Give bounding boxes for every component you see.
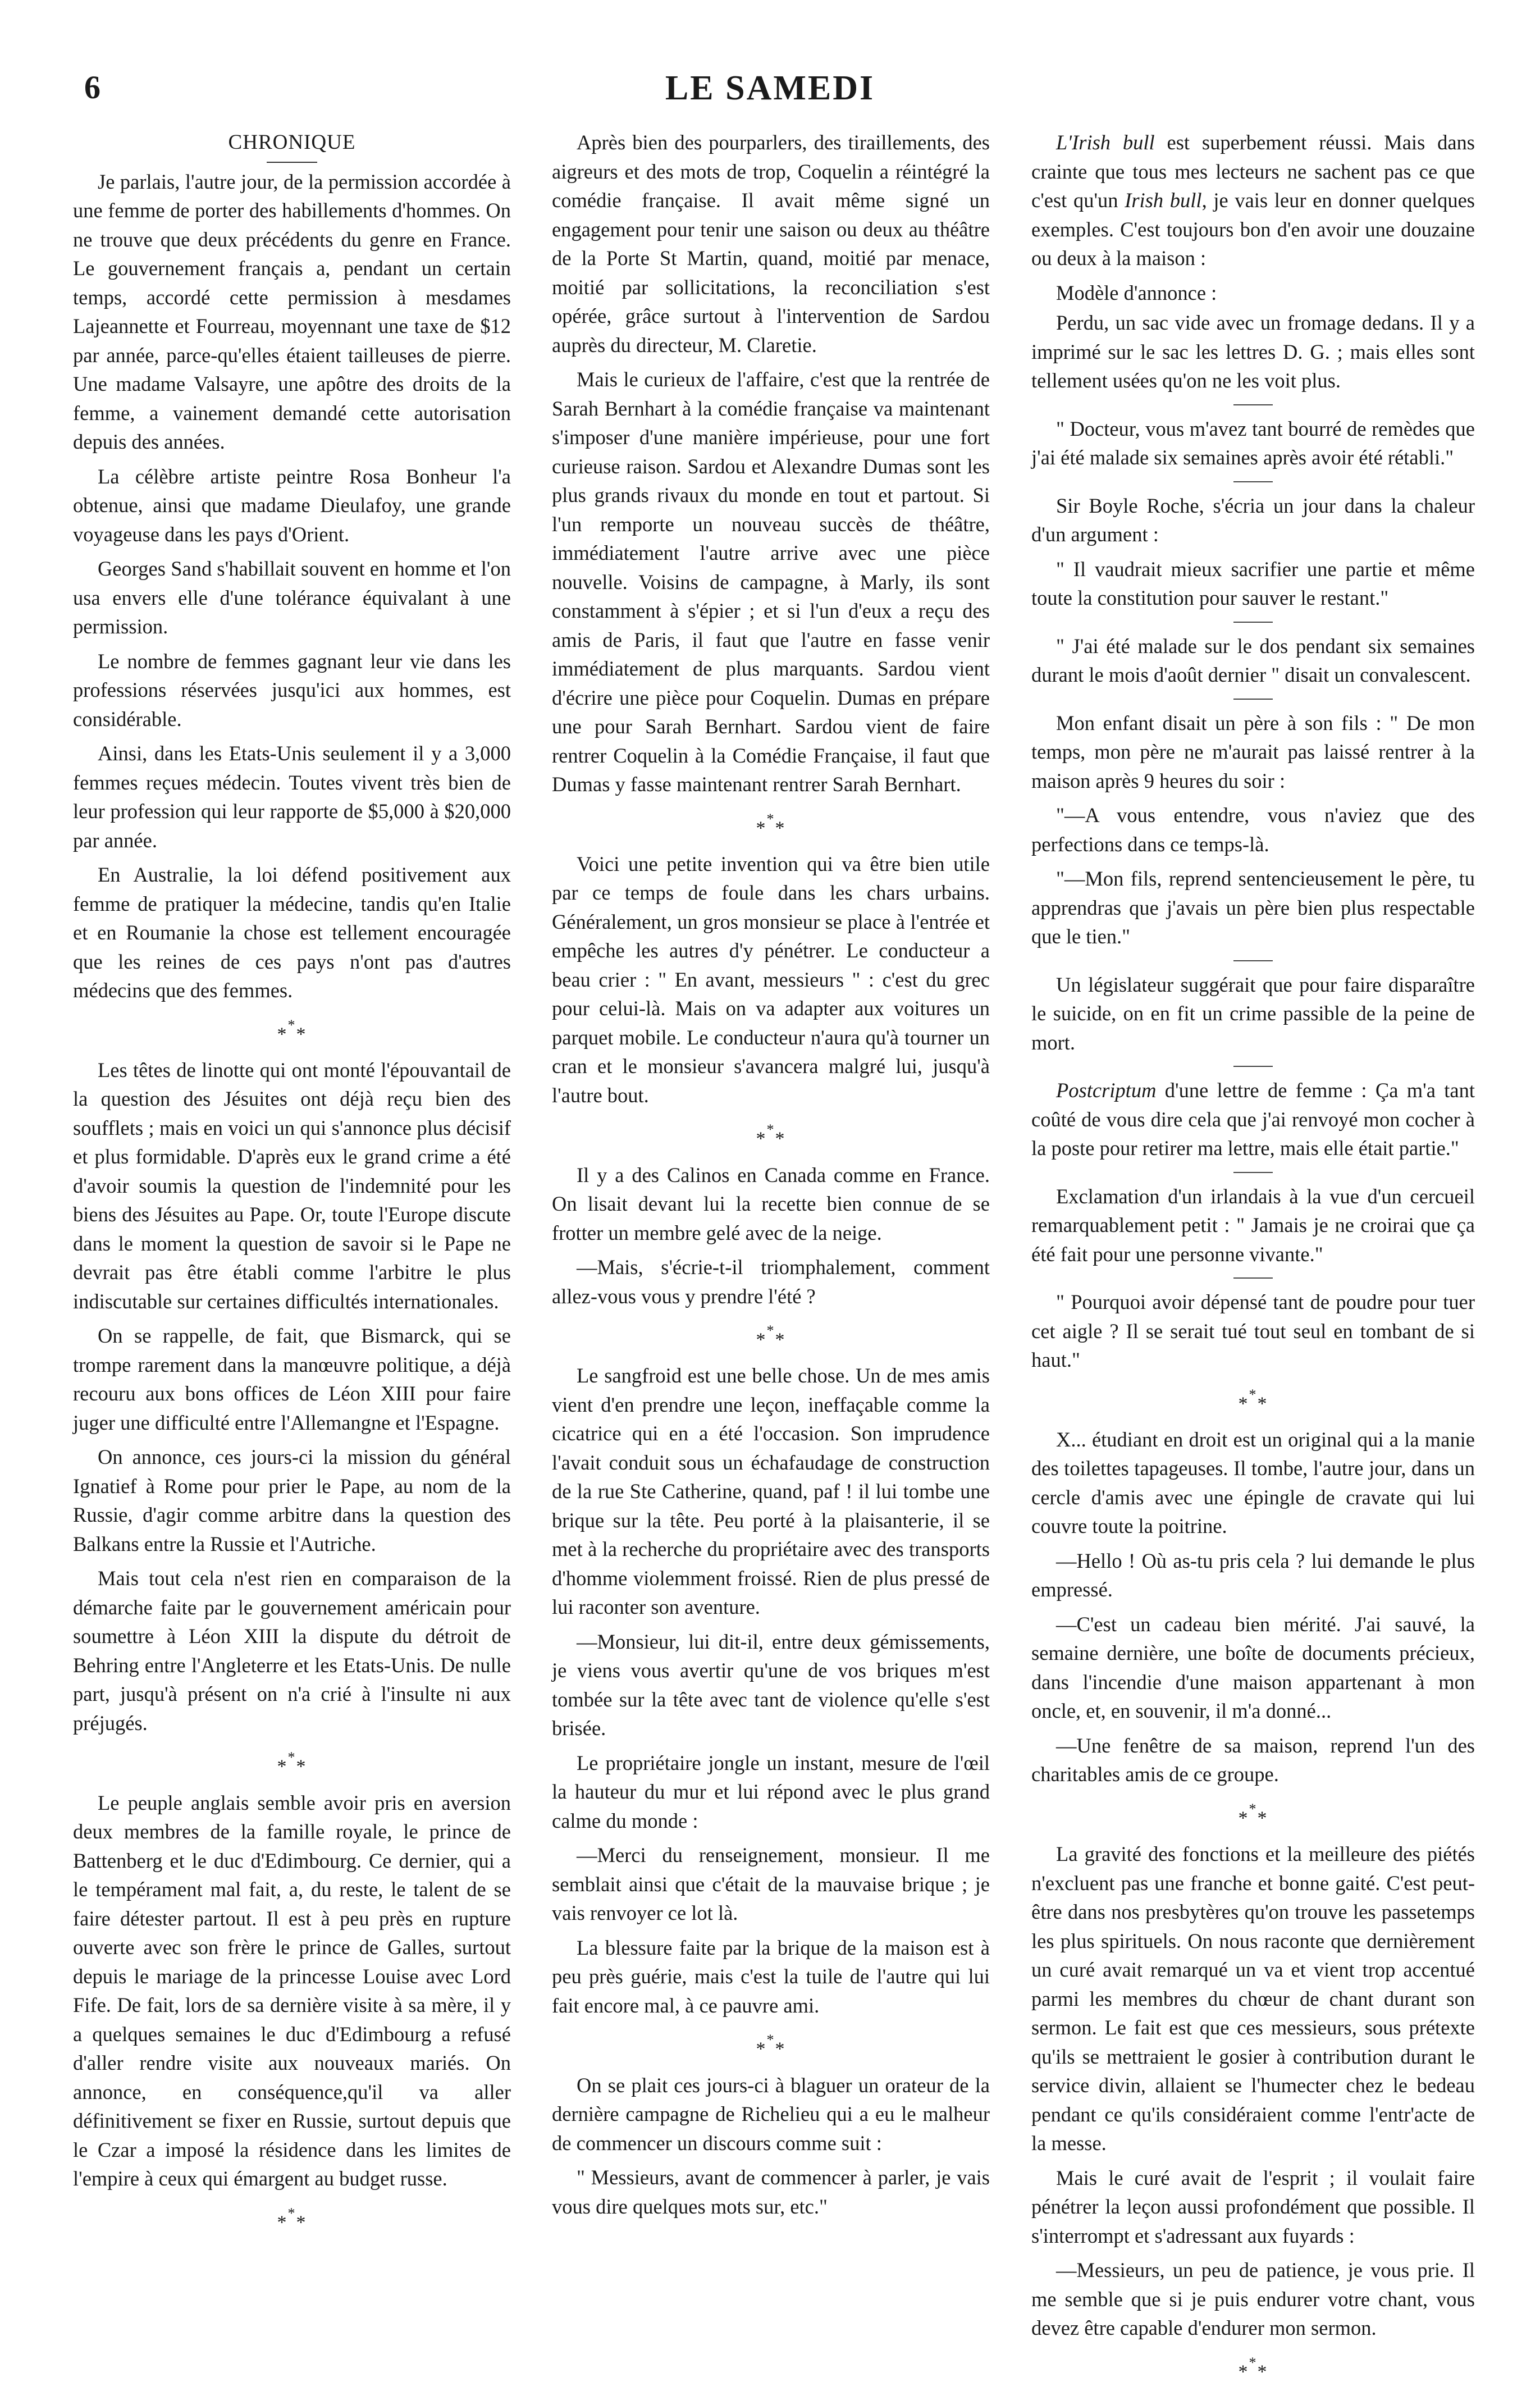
- paragraph: Georges Sand s'habillait souvent en homme et l'on usa envers elle d'une tolérance équivalant à une permission.: [73, 557, 511, 638]
- paragraph: " Docteur, vous m'avez tant bourré de remèdes que j'ai été malade six semaines après avoir été rétabli.": [1031, 417, 1475, 469]
- paragraph: Je parlais, l'autre jour, de la permission accordée à une femme de porter des habillements d'hommes. On ne trouve que deux précédents du genre en France. Le gouvernement français a, pendant un certain temps, accordé cette permission à mesdames Lajeannette et Fourreau, moyennant une taxe de $12 par année, parce-qu'elles étaient tailleuses de pierre. Une madame Valsayre, une apôtre des droits de la femme, a vainement demandé cette autorisation depuis des années.: [73, 170, 511, 453]
- paragraph: " J'ai été malade sur le dos pendant six semaines durant le mois d'août dernier " disait un convalescent.: [1031, 634, 1475, 686]
- asterism-separator: ***: [756, 1322, 786, 1350]
- dash-separator: [1233, 404, 1273, 405]
- dash-separator: [1233, 622, 1273, 623]
- paragraph: —Une fenêtre de sa maison, reprend l'un des charitables amis de ce groupe.: [1031, 1733, 1475, 1786]
- paragraph: —Monsieur, lui dit-il, entre deux gémissements, je viens vous avertir qu'une de vos briques m'est tombée sur la tête avec tant de violence qu'elle s'est brisée.: [552, 1630, 990, 1740]
- paragraph: Mais tout cela n'est rien en comparaison de la démarche faite par le gouvernement américain pour soumettre à Léon XIII la dispute du détroit de Behring entre l'Angleterre et les Etats-Unis. De nulle part, jusqu'à présent on n'a crié à l'insulte ni aux préjugés.: [73, 1567, 511, 1735]
- dash-separator: [1233, 699, 1273, 700]
- dash-separator: [1233, 1066, 1273, 1067]
- paragraph: " Il vaudrait mieux sacrifier une partie et même toute la constitution pour sauver le restant.": [1031, 557, 1475, 609]
- asterism-separator: ***: [756, 1121, 786, 1149]
- paragraph: " Pourquoi avoir dépensé tant de poudre pour tuer cet aigle ? Il se serait tué tout seul en tombant de si haut.": [1031, 1290, 1475, 1371]
- paragraph: Un législateur suggérait que pour faire disparaître le suicide, on en fit un crime passible de la peine de mort.: [1031, 973, 1475, 1054]
- asterism-separator: ***: [756, 2032, 786, 2060]
- column-2: [552, 128, 990, 2239]
- column-3: [1031, 128, 1475, 2382]
- dash-separator: [1233, 481, 1273, 482]
- paragraph: Le peuple anglais semble avoir pris en aversion deux membres de la famille royale, le prince de Battenberg et le duc d'Edimbourg. Ce dernier, qui a le tempérament mal fait, a, du reste, le talent de se faire détester partout. Il est à peu près en rupture ouverte avec son frère le prince de Galles, surtout depuis le mariage de la princesse Louise avec Lord Fife. De fait, lors de sa dernière visite à sa mère, il y a quelques semaines le duc d'Edimbourg a refusé d'aller rendre visite aux nouveaux mariés. On annonce, en conséquence,qu'il va aller définitivement se fixer en Russie, surtout depuis que le Czar a imposé la résidence dans les limites de l'empire à ceux qui émargent au budget russe.: [73, 1791, 511, 2191]
- paragraph: Mais le curieux de l'affaire, c'est que la rentrée de Sarah Bernhart à la comédie française va maintenant s'imposer d'une manière impérieuse, pour une fort curieuse raison. Sardou et Alexandre Dumas sont les plus grands rivaux du monde en tout et partout. Si l'un remporte un nouveau succès de théâtre, immédiatement l'autre arrive avec une pièce nouvelle. Voisins de campagne, à Marly, ils sont constamment à s'épier ; et si l'un d'eux a reçu des amis de Paris, il faut que l'autre en fasse venir immédiatement de plus marquants. Sardou vient d'écrire une pièce pour Coquelin. Dumas en prépare une pour Sarah Bernhart. Sardou vient de faire rentrer Coquelin à la Comédie Française, il faut que Dumas y fasse maintenant rentrer Sarah Bernhart.: [552, 368, 990, 796]
- paragraph: Voici une petite invention qui va être bien utile par ce temps de foule dans les chars urbains. Généralement, un gros monsieur se place à l'entrée et empêche les autres d'y pénétrer. Le conducteur a beau crier : " En avant, messieurs " : c'est du grec pour celui-là. Mais on va adapter aux voitures un parquet mobile. Le conducteur n'aura qu'à tourner un cran et le monsieur s'avancera malgré lui, jusqu'à l'autre bout.: [552, 852, 990, 1107]
- heading-rule: [267, 162, 317, 163]
- column-1: [73, 128, 511, 2239]
- asterism-separator: ***: [277, 1016, 307, 1044]
- paragraph: Modèle d'annonce :: [1056, 281, 1217, 304]
- page-number: 6: [84, 69, 100, 106]
- paragraph: Il y a des Calinos en Canada comme en France. On lisait devant lui la recette bien connue de se frotter un membre gelé avec de la neige.: [552, 1163, 990, 1244]
- paragraph: "—Mon fils, reprend sentencieusement le père, tu apprendras que j'avais un père bien plus respectable que le tien.": [1031, 867, 1475, 948]
- asterism-separator: ***: [1238, 1386, 1268, 1414]
- paragraph: "—A vous entendre, vous n'aviez que des perfections dans ce temps-là.: [1031, 804, 1475, 856]
- paragraph: Le sangfroid est une belle chose. Un de mes amis vient d'en prendre une leçon, ineffaçable comme la cicatrice qui en a été l'occasion. Son imprudence l'avait conduit sous un échafaudage de construction de la rue Ste Catherine, quand, paf ! il lui tombe une brique sur la tête. Peu porté à la plaisanterie, il se met à la recherche du propriétaire avec des transports d'homme violemment froissé. Rien de plus pressé de lui raconter son aventure.: [552, 1364, 990, 1619]
- dash-separator: [1233, 960, 1273, 961]
- asterism-separator: ***: [756, 810, 786, 838]
- paragraph: Mon enfant disait un père à son fils : " De mon temps, mon père ne m'aurait pas laissé rentrer à la maison après 9 heures du soir :: [1031, 711, 1475, 792]
- dash-separator: [1233, 1277, 1273, 1279]
- paragraph: On annonce, ces jours-ci la mission du général Ignatief à Rome pour prier le Pape, au nom de la Russie, d'agir comme arbitre dans la question des Balkans entre la Russie et l'Autriche.: [73, 1445, 511, 1555]
- paragraph: Perdu, un sac vide avec un fromage dedans. Il y a imprimé sur le sac les lettres D. G. ; mais elles sont tellement usées qu'on ne les voit plus.: [1031, 311, 1475, 392]
- paragraph: —C'est un cadeau bien mérité. J'ai sauvé, la semaine dernière, une boîte de documents précieux, dans l'incendie d'une maison appartenant à mon oncle, et, en souvenir, il m'a donné...: [1031, 1612, 1475, 1723]
- italic-term: L'Irish bull: [1056, 131, 1155, 154]
- paragraph: " Messieurs, avant de commencer à parler, je vais vous dire quelques mots sur, etc.": [552, 2166, 990, 2218]
- paragraph: On se rappelle, de fait, que Bismarck, qui se trompe rarement dans la manœuvre politique, a déjà recouru aux bons offices de Léon XIII pour faire juger une difficulté entre l'Allemangne et l'Espagne.: [73, 1324, 511, 1434]
- asterism-separator: ***: [1238, 1800, 1268, 1829]
- italic-term: Postcriptum: [1056, 1079, 1157, 1102]
- section-heading: CHRONIQUE: [228, 131, 356, 154]
- paragraph: On se plait ces jours-ci à blaguer un orateur de la dernière campagne de Richelieu qui a eu le malheur de commencer un discours comme suit :: [552, 2073, 990, 2155]
- paragraph: En Australie, la loi défend positivement aux femme de pratiquer la médecine, tandis qu'en Italie et en Roumanie la chose est tellement encouragée que les reines de ces pays n'ont pas d'autres médecins que des femmes.: [73, 863, 511, 1002]
- asterism-separator: ***: [1238, 2354, 1268, 2382]
- paragraph: La blessure faite par la brique de la maison est à peu près guérie, mais c'est la tuile de l'autre qui lui fait encore mal, à ce pauvre ami.: [552, 1936, 990, 2017]
- paragraph: —Hello ! Où as-tu pris cela ? lui demande le plus empressé.: [1031, 1549, 1475, 1601]
- paragraph: Sir Boyle Roche, s'écria un jour dans la chaleur d'un argument :: [1031, 494, 1475, 546]
- paragraph: L'Irish bull est superbement réussi. Mais dans crainte que tous mes lecteurs ne sachent pas ce que c'est qu'un Irish bull, je vais leur en donner quelques exemples. C'est toujours bon d'en avoir une douzaine ou deux à la maison :: [1031, 131, 1475, 270]
- paragraph: X... étudiant en droit est un original qui a la manie des toilettes tapageuses. Il tombe, l'autre jour, dans un cercle d'amis avec une épingle de cravate qui lui couvre toute la poitrine.: [1031, 1427, 1475, 1538]
- paragraph: La célèbre artiste peintre Rosa Bonheur l'a obtenue, ainsi que madame Dieulafoy, une grande voyageuse dans les pays d'Orient.: [73, 464, 511, 546]
- paragraph: Les têtes de linotte qui ont monté l'épouvantail de la question des Jésuites ont déjà reçu bien des soufflets ; mais en voici un qui s'annonce plus décisif et plus formidable. D'après eux le grand crime a été d'avoir soumis la question de l'indemnité pour les biens des Jésuites au Pape. Or, toute l'Europe discute dans le moment la question de savoir si le Pape ne devrait pas être établi comme l'arbitre le plus indiscutable sur certaines difficultés internationales.: [73, 1058, 511, 1313]
- paragraph: Ainsi, dans les Etats-Unis seulement il y a 3,000 femmes reçues médecin. Toutes vivent très bien de leur profession qui leur rapporte de $5,000 à $20,000 par année.: [73, 742, 511, 852]
- paragraph: Le propriétaire jongle un instant, mesure de l'œil la hauteur du mur et lui répond avec le plus grand calme du monde :: [552, 1751, 990, 1832]
- masthead-title: LE SAMEDI: [665, 69, 875, 107]
- dash-separator: [1233, 1172, 1273, 1173]
- paragraph: La gravité des fonctions et la meilleure des piétés n'excluent pas une franche et bonne gaité. C'est peut-être dans nos presbytères qu'on trouve les passetemps les plus spirituels. On nous raconte que dernièrement un curé avait remarqué un va et vient trop accentué parmi les membres du chœur de chant durant son sermon. Le fait est que ces messieurs, sous prétexte qu'ils se mettraient le gosier à contribution durant le service divin, allaient se l'humecter chez le bedeau pendant ce qu'ils considéraient comme l'entr'acte de la messe.: [1031, 1842, 1475, 2155]
- paragraph: —Merci du renseignement, monsieur. Il me semblait ainsi que c'était de la mauvaise brique ; je vais renvoyer ce lot là.: [552, 1843, 990, 1925]
- paragraph: Postcriptum d'une lettre de femme : Ça m'a tant coûté de vous dire cela que j'ai renvoyé mon cocher à la poste pour retirer ma lettre, mais elle était partie.": [1031, 1079, 1475, 1160]
- asterism-separator: ***: [277, 2205, 307, 2233]
- paragraph: Après bien des pourparlers, des tiraillements, des aigreurs et des mots de trop, Coquelin a réintégré la comédie française. Il avait même signé un engagement pour tenir une saison ou deux au théâtre de la Porte St Martin, quand, moitié par menace, moitié par sollicitations, la reconciliation s'est opérée, grâce surtout à l'intervention de Sardou auprès du directeur, M. Claretie.: [552, 131, 990, 357]
- paragraph: —Messieurs, un peu de patience, je vous prie. Il me semble que si je puis endurer votre chant, vous devez être capable d'endurer mon sermon.: [1031, 2258, 1475, 2340]
- paragraph: Mais le curé avait de l'esprit ; il voulait faire pénétrer la leçon aussi profondément que possible. Il s'interrompt et s'adressant aux fuyards :: [1031, 2166, 1475, 2247]
- italic-term: Irish bull: [1125, 189, 1202, 212]
- asterism-separator: ***: [277, 1749, 307, 1777]
- paragraph: —Mais, s'écrie-t-il triomphalement, comment allez-vous vous y prendre l'été ?: [552, 1256, 990, 1308]
- paragraph: Exclamation d'un irlandais à la vue d'un cercueil remarquablement petit : " Jamais je ne croirai que ça été fait pour une personne vivante.": [1031, 1184, 1475, 1266]
- paragraph: Le nombre de femmes gagnant leur vie dans les professions réservées jusqu'ici aux hommes, est considérable.: [73, 649, 511, 731]
